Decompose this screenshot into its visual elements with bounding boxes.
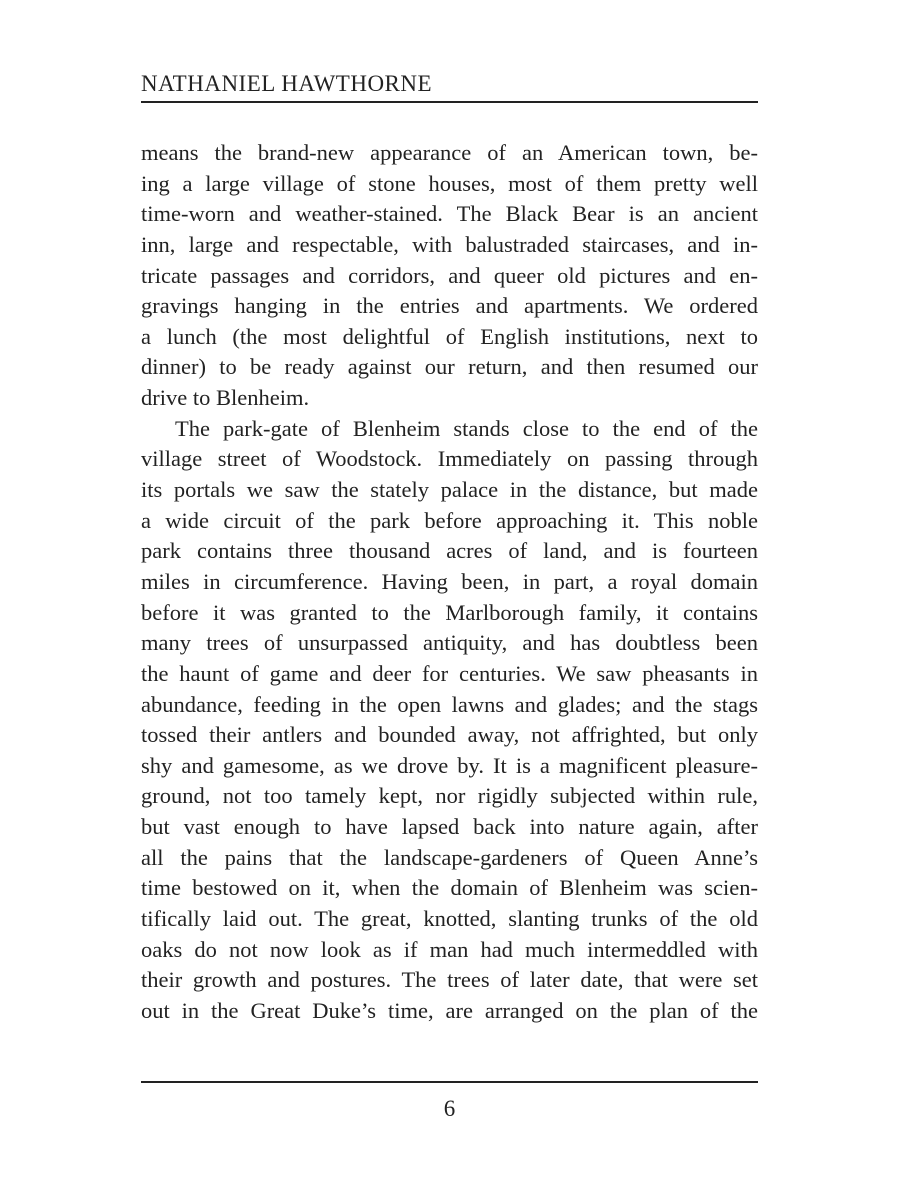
text-line: all the pains that the landscape-gardeners of Queen Anne’s xyxy=(141,844,758,870)
text-line: but vast enough to have lapsed back into nature again, after xyxy=(141,814,758,840)
body-text xyxy=(141,138,758,1027)
running-header: NATHANIEL HAWTHORNE xyxy=(141,71,433,96)
text-line: tossed their antlers and bounded away, not affrighted, but only xyxy=(141,722,758,748)
text-line: dinner) to be ready against our return, and then resumed our xyxy=(141,354,758,380)
text-line: ground, not too tamely kept, nor rigidly subjected within rule, xyxy=(141,783,758,809)
footer-rule xyxy=(141,1081,758,1083)
text-line: inn, large and respectable, with balustraded staircases, and in- xyxy=(141,231,758,257)
text-line: The park-gate of Blenheim stands close to the end of the xyxy=(175,415,758,441)
text-line: abundance, feeding in the open lawns and glades; and the stags xyxy=(141,691,758,717)
text-line: before it was granted to the Marlborough family, it contains xyxy=(141,599,758,625)
text-line: time bestowed on it, when the domain of Blenheim was scien- xyxy=(141,875,758,901)
text-line: miles in circumference. Having been, in part, a royal domain xyxy=(141,568,758,594)
text-line: village street of Woodstock. Immediately on passing through xyxy=(141,446,758,472)
text-line: a lunch (the most delightful of English institutions, next to xyxy=(141,323,758,349)
text-line: out in the Great Duke’s time, are arranged on the plan of the xyxy=(141,997,758,1023)
text-line: ing a large village of stone houses, most of them pretty well xyxy=(141,170,758,196)
text-line: park contains three thousand acres of land, and is fourteen xyxy=(141,538,758,564)
text-line: a wide circuit of the park before approaching it. This noble xyxy=(141,507,758,533)
text-line: tricate passages and corridors, and queer old pictures and en- xyxy=(141,262,758,288)
text-line: time-worn and weather-stained. The Black Bear is an ancient xyxy=(141,201,758,227)
text-line: oaks do not now look as if man had much intermeddled with xyxy=(141,936,758,962)
text-line: drive to Blenheim. xyxy=(141,385,310,411)
text-line: shy and gamesome, as we drove by. It is a magnificent pleasure- xyxy=(141,752,758,778)
page-number: 6 xyxy=(443,1096,456,1121)
text-line: its portals we saw the stately palace in the distance, but made xyxy=(141,477,758,503)
text-line: their growth and postures. The trees of later date, that were set xyxy=(141,967,758,993)
text-line: means the brand-new appearance of an American town, be- xyxy=(141,140,758,165)
text-line: tifically laid out. The great, knotted, slanting trunks of the old xyxy=(141,906,758,932)
text-line: the haunt of game and deer for centuries. We saw pheasants in xyxy=(141,660,758,686)
text-line: gravings hanging in the entries and apartments. We ordered xyxy=(141,293,758,319)
header-rule xyxy=(141,101,758,103)
text-line: many trees of unsurpassed antiquity, and has doubtless been xyxy=(141,630,758,656)
